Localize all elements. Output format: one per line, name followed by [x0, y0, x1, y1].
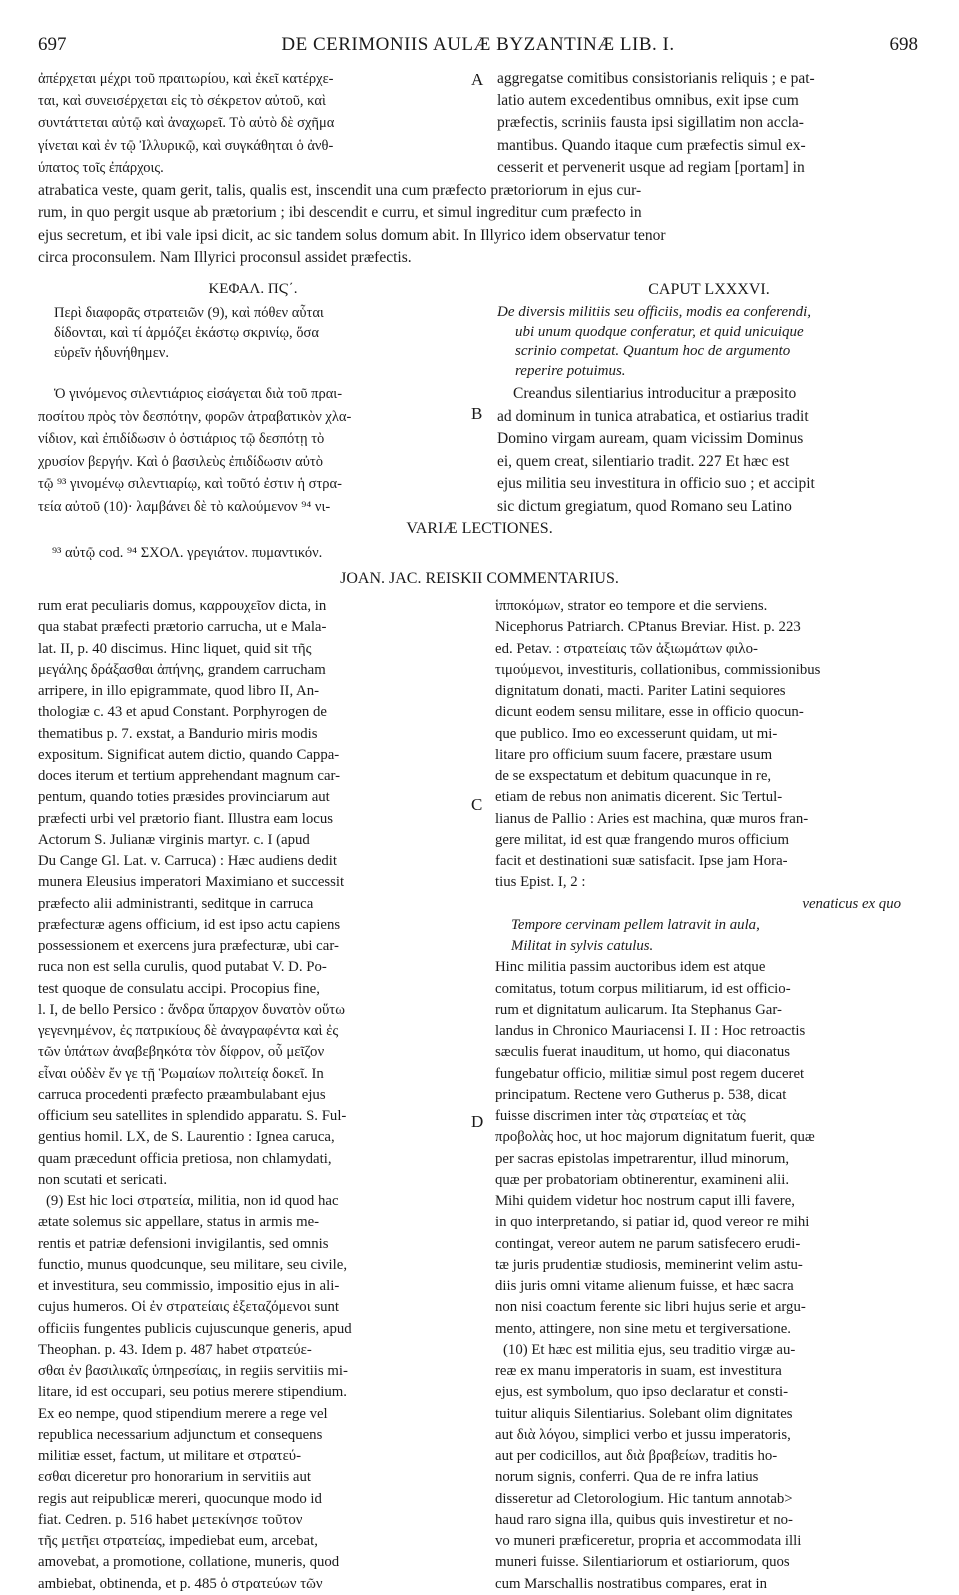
commentary-line: landus in Chronico Mauriacensi I. II : Hoc retroactis — [495, 1023, 806, 1039]
latin-line: cesserit et pervenerit usque ad regiam [portam] in — [497, 158, 805, 176]
commentary-line: que publico. Imo eo excesserunt quidam, ut mi- — [495, 725, 778, 742]
commentary-line: quæ per probatoriam obtinerentur, examineni alii. — [495, 1171, 790, 1188]
commentary-line: sæculis fuerat inauditum, ut homo, qui diaconatus — [495, 1044, 791, 1061]
latin-line: reperire potuimus. — [515, 362, 626, 379]
commentary-line: ed. Petav. : στρατείαις τῶν ἀξιωμάτων φιλο- — [495, 640, 758, 657]
commentary-line: venaticus ex quo — [802, 895, 901, 912]
latin-line: aggregatse comitibus consistorianis reliquis ; e pat- — [497, 70, 815, 87]
commentary-line: γεγενημένον, ἐς πατρικίους δὲ ἀναγραφέντα καὶ ἐς — [38, 1023, 339, 1039]
commentary-line: disseretur ad Cletorologium. Hic tantum annotab> — [495, 1490, 793, 1507]
commentary-line: officiis fungentes publicis cujuscunque generis, apud — [38, 1320, 352, 1337]
greek-line: γίνεται καὶ ἐν τῷ Ἰλλυρικῷ, καὶ συγκάθηται ὁ ἀνθ- — [38, 137, 334, 154]
margin-mark-c: C — [471, 795, 483, 814]
greek-line: ύπατος τοῖς ἐπάρχοις. — [38, 159, 164, 176]
commentary-line: ambiebat, obtinenda, et p. 485 ὁ στρατεύων τῶν — [38, 1575, 323, 1592]
greek-line: τῷ ⁹³ γινομένῳ σιλεντιαρίῳ, καὶ τοῦτό ἐστιν ἡ στρα- — [38, 476, 342, 492]
commentary-line: (9) Est hic loci στρατεία, militia, non id quod hac — [46, 1193, 339, 1209]
commentary-line: officium seu satellites in splendido apparatu. S. Ful- — [38, 1108, 347, 1124]
greek-line: συντάττεται αὐτῷ καὶ ἀναχωρεῖ. Τὸ αὐτὸ δὲ σχῆμα — [38, 115, 335, 132]
commentary-line: rum et dignitatum aulicarum. Ita Stephanus Gar- — [495, 1001, 782, 1018]
commentary-line: ruca non est sella curulis, quod putabat V. D. Po- — [38, 959, 327, 976]
commentary-right-column — [495, 596, 921, 1595]
commentary-line: thologiæ c. 43 et apud Constant. Porphyrogen de — [38, 704, 327, 721]
commentary-line: σθαι ἐν βασιλικαῖς ὑπηρεσίαις, in regiis servitiis mi- — [38, 1363, 348, 1379]
commentary-line: l. I, de bello Persico : ἄνδρα ὕπαρχον δυνατὸν οὕτω — [38, 1001, 345, 1018]
page-number-left: 697 — [38, 34, 67, 55]
commentary-line: aut per codicillos, aut διὰ βραβείων, traditis ho- — [495, 1448, 778, 1464]
greek-line: ται, καὶ συνεισέρχεται εἰς τὸ σέκρετον αὐτοῦ, καὶ — [38, 93, 326, 110]
commentary-line: mento, attingere, non sine metu et tergiversatione. — [495, 1320, 791, 1337]
commentary-line: in quo interpretando, si patiar id, quod vereor re mihi — [495, 1214, 810, 1231]
margin-mark-d: D — [471, 1112, 484, 1131]
greek-chapter-summary — [38, 303, 468, 363]
commentary-line: ejus, est symbolum, quo ipso declaratur et consti- — [495, 1384, 789, 1401]
latin-line: Domino virgam auream, quam vicissim Dominus — [497, 430, 804, 447]
commentary-line: litare pro officium suum facere, præstare usum — [495, 746, 773, 763]
commentary-line: Nicephorus Patriarch. CPtanus Breviar. Hist. p. 223 — [495, 619, 801, 636]
commentary-line: facit et destinationi suæ satisfacit. Ipse jam Hora- — [495, 853, 788, 869]
commentary-line: ætate solemus sic appellare, status in armis me- — [38, 1214, 320, 1231]
commentary-line: diis juris omni vitame alienum fuisse, et hæc sacra — [495, 1278, 794, 1294]
commentary-line: non scutati et sericati. — [38, 1171, 168, 1188]
commentary-line: (10) Et hæc est militia ejus, seu traditio virgæ au- — [503, 1341, 796, 1358]
greek-line: Περὶ διαφορᾶς στρατειῶν (9), καὶ πόθεν αὗται — [54, 305, 324, 321]
greek-line: ποσίτου πρὸς τὸν δεσπότην, φορῶν ἀτραβατικὸν χλα- — [38, 408, 352, 425]
commentary-line: Du Cange Gl. Lat. v. Carruca) : Hæc audiens dedit — [38, 853, 338, 869]
variant-readings-line: ⁹³ αὐτῷ cod. ⁹⁴ ΣΧΟΛ. γρεγιάτον. πυμαντικόν. — [52, 545, 323, 561]
commentary-line: etiam de rebus non animatis dicerent. Sic Tertul- — [495, 789, 783, 806]
commentary-line: rum erat peculiaris domus, καρρουχεῖον dicta, in — [38, 598, 327, 614]
commentary-heading: JOAN. JAC. REISKII COMMENTARIUS. — [340, 570, 619, 587]
commentary-line: regis aut reipublicæ mereri, quocunque modo id — [38, 1490, 322, 1507]
greek-line: εὑρεῖν ἠδυνήθημεν. — [54, 345, 169, 361]
commentary-line: lat. II, p. 40 discimus. Hinc liquet, quid sit τῆς — [38, 640, 312, 657]
commentary-line: præfecturæ agens officium, id est ipso actu capiens — [38, 916, 341, 933]
commentary-line: contingat, vereor autem ne parum satisfecero erudi- — [495, 1235, 801, 1252]
greek-line: Ὁ γινόμενος σιλεντιάριος εἰσάγεται διὰ τοῦ πραι- — [54, 386, 343, 402]
commentary-line: τῶν ὑπάτων ἀναβεβηκότα τὸν δίφρον, οὗ μεῖζον — [38, 1044, 325, 1061]
commentary-line: test quoque de consulatu accipi. Procopius fine, — [38, 980, 320, 997]
commentary-line: Ex eo nempe, quod stipendium merere a rege vel — [38, 1405, 328, 1422]
commentary-line: fungebatur officio, militiæ simul post regem duceret — [495, 1065, 805, 1082]
latin-line: mantibus. Quando itaque cum præfectis simul ex- — [497, 136, 806, 154]
commentary-line: vo muneri præficeretur, propria et accommodata illi — [495, 1533, 802, 1549]
latin-chapter-summary — [497, 303, 921, 381]
running-title: DE CERIMONIIS AULÆ BYZANTINÆ LIB. I. — [281, 34, 675, 55]
latin-line: ubi unum quodque conferatur, et quid unicuique — [515, 323, 804, 340]
commentary-line: Hinc militia passim auctoribus idem est atque — [495, 959, 766, 976]
latin-line: Creandus silentiarius introducitur a præposito — [513, 385, 797, 402]
latin-line: ad dominum in tunica atrabatica, et ostiarius tradit — [497, 407, 809, 425]
latin-text-section-1 — [497, 68, 921, 179]
commentary-line: amovebat, a promotione, collatione, muneris, quod — [38, 1554, 340, 1571]
commentary-line: militiæ esset, factum, ut militare et στρατεύ- — [38, 1448, 302, 1464]
commentary-line: republica necessarium adjunctum et consequens — [38, 1426, 323, 1443]
commentary-line: arripere, in illo epigrammate, quod libro II, An- — [38, 683, 320, 699]
commentary-line: functio, munus quodcunque, seu militare, seu civile, — [38, 1256, 348, 1273]
latin-chapter-text — [497, 383, 921, 518]
commentary-line: προβολὰς hoc, ut hoc majorum dignitatum fuerit, quæ — [495, 1129, 815, 1146]
commentary-line: qua stabat præfecti prætorio carrucha, ut e Mala- — [38, 619, 327, 636]
latin-line: ejus militia seu investitura in officio suo ; et accipit — [497, 475, 815, 492]
variae-lectiones-heading: VARIÆ LECTIONES. — [406, 520, 553, 537]
commentary-line: et investitura, seu commissio, impositio ejus in ali- — [38, 1278, 340, 1294]
commentary-line: gentius homil. LX, de S. Laurentio : Ignea caruca, — [38, 1129, 335, 1146]
commentary-line: εσθαι diceretur pro honorarium in servitiis aut — [38, 1469, 311, 1486]
greek-line: τεία αὐτοῦ (10)· λαμβάνει δὲ τὸ καλούμενον ⁹⁴ νι- — [38, 498, 331, 515]
margin-mark-b: B — [471, 404, 483, 423]
commentary-line: Theophan. p. 43. Idem p. 487 habet στρατεύε- — [38, 1341, 312, 1358]
commentary-line: dicunt eodem sensu militare, esse in officio quocun- — [495, 704, 804, 721]
commentary-line: præfecto alii administranti, seditque in carruca — [38, 895, 314, 912]
latin-line: latio autem excedentibus omnibus, exit ipse cum — [497, 92, 799, 110]
commentary-line: per sacras epistolas impetrarentur, illud minorum, — [495, 1150, 790, 1167]
commentary-line: norum signis, conferri. Qua de re infra latius — [495, 1469, 759, 1486]
latin-line: De diversis militiis seu officiis, modis ea conferendi, — [497, 304, 811, 320]
commentary-line: Mihi quidem videtur hoc nostrum caput illi favere, — [495, 1193, 795, 1209]
commentary-line: gere militat, id est quæ frangendo muros officium — [495, 831, 789, 848]
commentary-line: Tempore cervinam pellem latravit in aula, — [511, 916, 760, 933]
commentary-line: ἱπποκόμων, strator eo tempore et die serviens. — [495, 598, 768, 614]
margin-mark-a: A — [471, 70, 484, 89]
greek-chapter-heading: ΚΕΦΑΛ. ΠϚ΄. — [208, 281, 298, 297]
text-line: rum, in quo pergit usque ab prætorium ; ibi descendit e curru, et simul ingreditur cum præfecto in — [38, 204, 642, 222]
commentary-line: cujus humeros. Οἱ ἐν στρατείαις ἐξεταζόμενοι sunt — [38, 1299, 340, 1316]
commentary-line: quam præcedunt officia pretiosa, non chlamydati, — [38, 1150, 332, 1167]
commentary-line: præfecti urbi vel prætorio fiant. Illustra eam locus — [38, 810, 334, 827]
text-line: ejus secretum, et ibi vale ipsi dicit, ac sic tandem solus domum abit. In Illyrico idem observatur tenor — [38, 226, 666, 244]
greek-line: δίδονται, καὶ τί ἁρμόζει ἑκάστῳ σκρινίῳ, ὅσα — [54, 325, 319, 341]
greek-chapter-text — [38, 383, 468, 518]
commentary-left-column — [38, 596, 466, 1595]
commentary-line: pentum, quando toties præsides provinciarum aut — [38, 789, 330, 806]
commentary-line: muneri fuisse. Silentiariorum et ostiariorum, quos — [495, 1554, 790, 1571]
commentary-line: expositum. Significat autem dictio, quando Cappa- — [38, 746, 340, 763]
commentary-line: rentis et patriæ defensioni invigilantis, sed omnis — [38, 1235, 329, 1252]
commentary-line: non nisi coactum ferente sic libri hujus serie et argu- — [495, 1299, 806, 1316]
greek-line: νίδιον, καὶ ἐπιδίδωσιν ὁ ὀστιάριος τῷ δεσπότῃ τὸ — [38, 431, 325, 447]
commentary-line: lianus de Pallio : Aries est machina, quæ muros fran- — [495, 810, 809, 827]
commentary-line: fuisse discrimen inter τὰς στρατείας et τὰς — [495, 1108, 746, 1124]
latin-line: ei, quem creat, silentiario tradit. 227 Et hæc est — [497, 452, 790, 470]
commentary-line: tæ juris prudentiæ studiosis, meminerint velim astu- — [495, 1256, 803, 1273]
commentary-line: possessionem et exercens jura præfecturæ, ubi car- — [38, 938, 339, 954]
commentary-line: εἶναι οὐδὲν ἔν γε τῇ Ῥωμαίων πολιτείᾳ δοκεῖ. In — [38, 1065, 324, 1082]
commentary-line: μεγάλης δράξασθαι ἀπήνης, grandem carrucham — [38, 661, 326, 678]
commentary-line: Militat in sylvis catulus. — [511, 938, 654, 954]
commentary-line: carruca procedenti præfecto præambulabant ejus — [38, 1086, 326, 1103]
commentary-line: doces iterum et tertium apprehendant magnum car- — [38, 768, 341, 784]
commentary-line: munera Eleusius imperatori Maximiano et successit — [38, 874, 345, 891]
commentary-line: haud raro signa illa, quibus quis investiretur et no- — [495, 1511, 793, 1528]
greek-text-section-1 — [38, 68, 468, 179]
commentary-line: fiat. Cedren. p. 516 habet μετεκίνησε τοῦτον — [38, 1511, 303, 1528]
commentary-line: comitatus, totum corpus militiarum, id est officio- — [495, 980, 791, 997]
latin-line: scrinio competat. Quantum hoc de argumento — [515, 343, 791, 359]
commentary-line: aut διὰ λόγου, simplici verbo et jussu imperatoris, — [495, 1426, 791, 1443]
latin-chapter-heading: CAPUT LXXXVI. — [648, 281, 770, 298]
running-header — [38, 34, 918, 58]
commentary-line: Actorum S. Julianæ virginis martyr. c. I (apud — [38, 831, 310, 848]
greek-line: ἀπέρχεται μέχρι τοῦ πραιτωρίου, καὶ ἐκεῖ κατέρχε- — [38, 71, 334, 87]
commentary-line: tuitur aliquis Silentiarius. Solebant olim dignitates — [495, 1405, 793, 1422]
commentary-line: principatum. Rectene vero Gutherus p. 538, dicat — [495, 1086, 787, 1103]
text-line: atrabatica veste, quam gerit, talis, qualis est, inscendit una cum præfecto prætoriorum in ejus cur- — [38, 182, 642, 199]
commentary-line: tius Epist. I, 2 : — [495, 874, 586, 891]
commentary-line: thematibus p. 7. exstat, a Bandurio miris modis — [38, 725, 318, 742]
latin-line: sic dictum gregiatum, quod Romano seu Latino — [497, 497, 792, 515]
commentary-line: dignitatum donati, macti. Pariter Latini sequiores — [495, 683, 786, 699]
text-line: circa proconsulem. Nam Illyrici proconsul assidet præfectis. — [38, 248, 412, 266]
latin-line: præfectis, scriniis fausta ipsi sigillatim non accla- — [497, 114, 804, 132]
commentary-line: cum Marschallis nostratibus compares, erat in — [495, 1575, 768, 1592]
commentary-line: τιμούμενοι, investituris, collationibus, commissionibus — [495, 661, 821, 678]
commentary-line: de se exspectatum et debitum quacunque in re, — [495, 768, 772, 784]
commentary-line: reæ ex manu imperatoris in suam, est investitura — [495, 1363, 782, 1379]
commentary-line: litare, id est occupari, seu potius merere stipendium. — [38, 1384, 348, 1401]
latin-full-width-paragraph — [38, 180, 921, 269]
page-number-right: 698 — [889, 34, 918, 55]
commentary-line: τῆς μετῆει στρατείας, impediebat eum, arcebat, — [38, 1533, 318, 1549]
greek-line: χρυσίον βεργήν. Καὶ ὁ βασιλεὺς ἐπιδίδωσιν αὐτὸ — [38, 453, 323, 470]
